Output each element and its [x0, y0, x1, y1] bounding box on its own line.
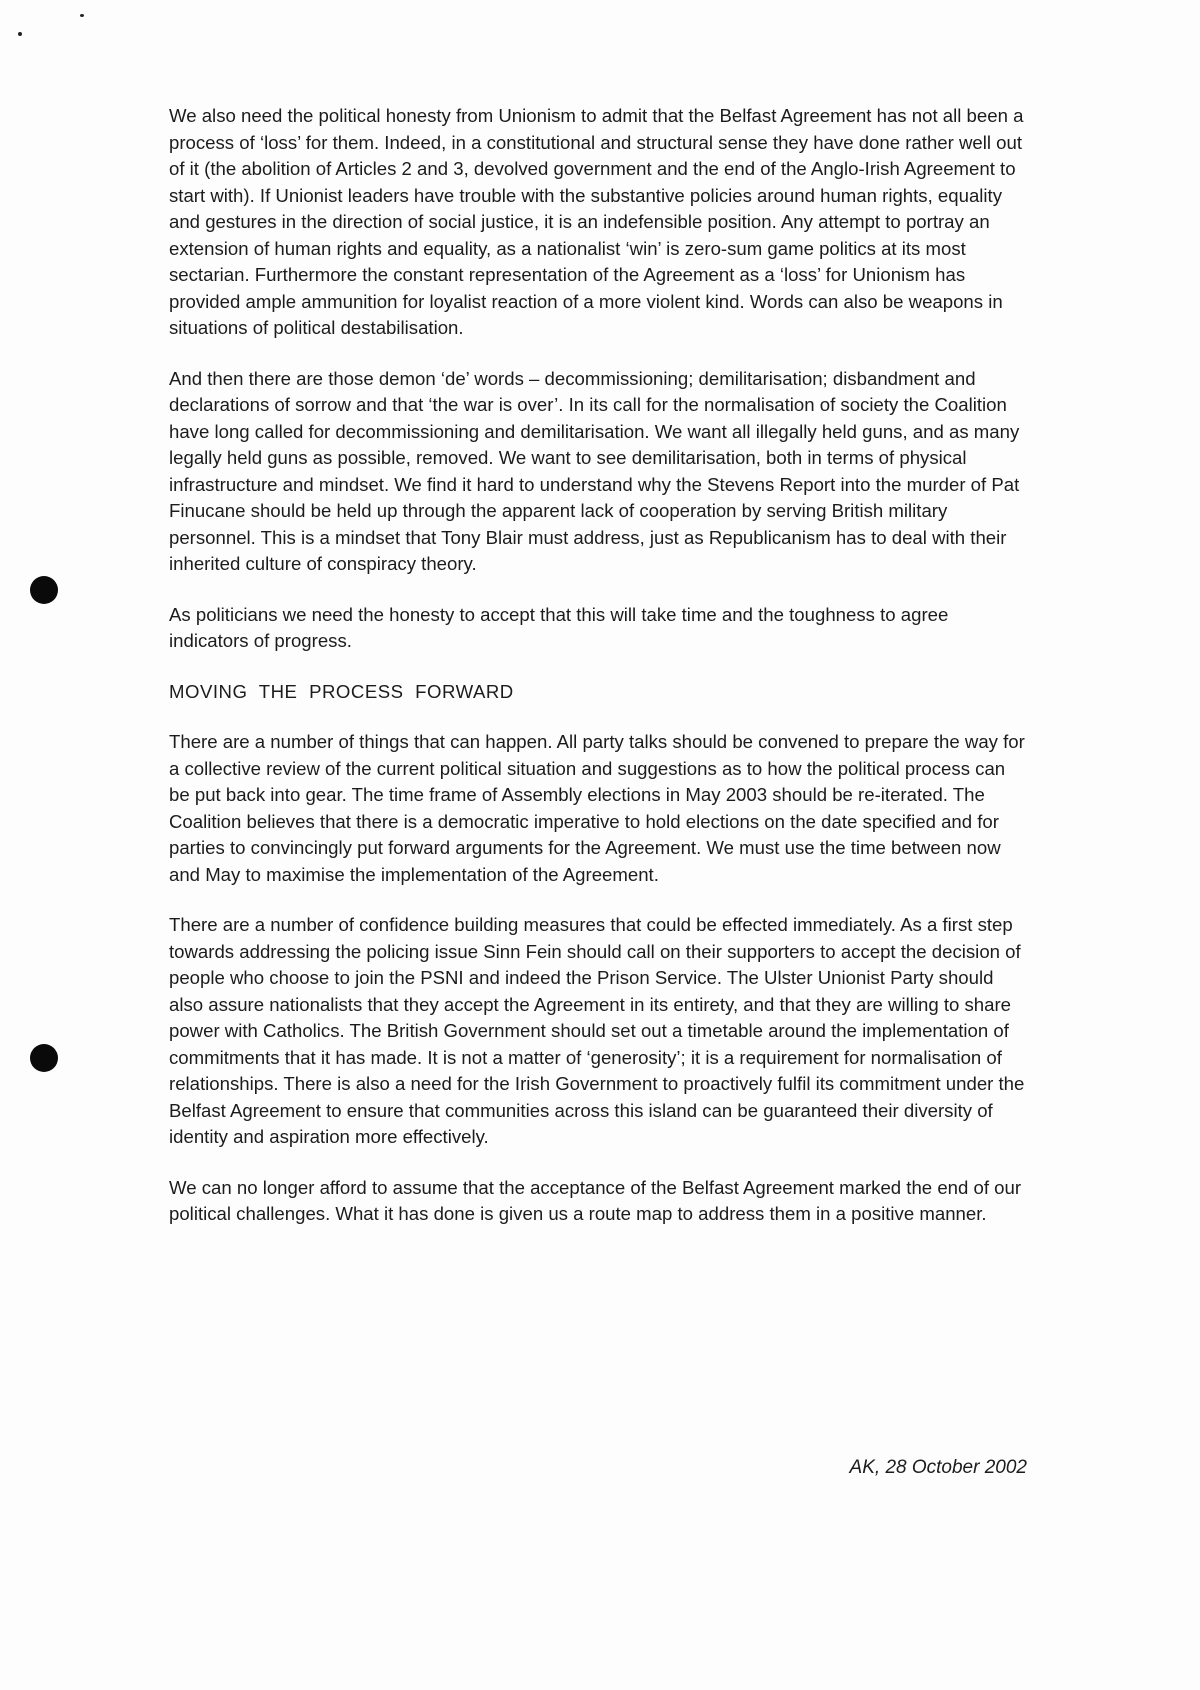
document-body — [169, 103, 1025, 1252]
signature-date: AK, 28 October 2002 — [849, 1457, 1027, 1478]
punch-hole-upper — [30, 576, 58, 604]
paragraph-politicians-honesty: As politicians we need the honesty to accept that this will take time and the toughness to agree indicators of progress. — [169, 603, 949, 651]
paragraph-de-words: And then there are those demon ‘de’ words – decommissioning; demilitarisation; disbandment and declarations of sorrow and that ‘the war is over’. In its call for the normalisation of society the Coalition have long called for decommissioning and demilitarisation. We want all illegally held guns, and as many legally held guns as possible, removed. We want to see demilitarisation, both in terms of physical infrastructure and mindset. We find it hard to understand why the Stevens Report into the murder of Pat Finucane should be held up through the apparent lack of cooperation by serving British military personnel. This is a mindset that Tony Blair must address, just as Republicanism has to deal with their inherited culture of conspiracy theory. — [169, 367, 1020, 574]
punch-hole-lower — [30, 1044, 58, 1072]
paragraph-things-can-happen: There are a number of things that can happen. All party talks should be convened to prepare the way for a collective review of the current political situation and suggestions as to how the political process can be put back into gear. The time frame of Assembly elections in May 2003 should be re-iterated. The Coalition believes that there is a democratic imperative to hold elections on the date specified and for parties to convincingly put forward arguments for the Agreement. We must use the time between now and May to maximise the implementation of the Agreement. — [169, 731, 1025, 885]
paragraph-conclusion: We can no longer afford to assume that the acceptance of the Belfast Agreement marked the end of our political challenges. What it has done is given us a route map to address them in a positive manner. — [169, 1176, 1022, 1224]
paragraph-confidence-measures: There are a number of confidence building measures that could be effected immediately. As a first step towards addressing the policing issue Sinn Fein should call on their supporters to accept the decision of people who choose to join the PSNI and indeed the Prison Service. The Ulster Unionist Party should also assure nationalists that they accept the Agreement in its entirety, and that they are willing to share power with Catholics. The British Government should set out a timetable around the implementation of commitments that it has made. It is not a matter of ‘generosity’; it is a requirement for normalisation of relationships. There is also a need for the Irish Government to proactively fulfil its commitment under the Belfast Agreement to ensure that communities across this island can be guaranteed their diversity of identity and aspiration more effectively. — [169, 914, 1025, 1147]
paragraph-unionism-honesty: We also need the political honesty from Unionism to admit that the Belfast Agreement has not all been a process of ‘loss’ for them. Indeed, in a constitutional and structural sense they have done rather well out of it (the abolition of Articles 2 and 3, devolved government and the end of the Anglo-Irish Agreement to start with). If Unionist leaders have trouble with the substantive policies around human rights, equality and gestures in the direction of social justice, it is an indefensible position. Any attempt to portray an extension of human rights and equality, as a nationalist ‘win’ is zero-sum game politics at its most sectarian. Furthermore the constant representation of the Agreement as a ‘loss’ for Unionism has provided ample ammunition for loyalist reaction of a more violent kind. Words can also be weapons in situations of political destabilisation. — [169, 105, 1024, 338]
scan-speck — [18, 32, 22, 36]
section-heading: MOVING THE PROCESS FORWARD — [169, 680, 514, 702]
scan-speck — [80, 14, 84, 17]
